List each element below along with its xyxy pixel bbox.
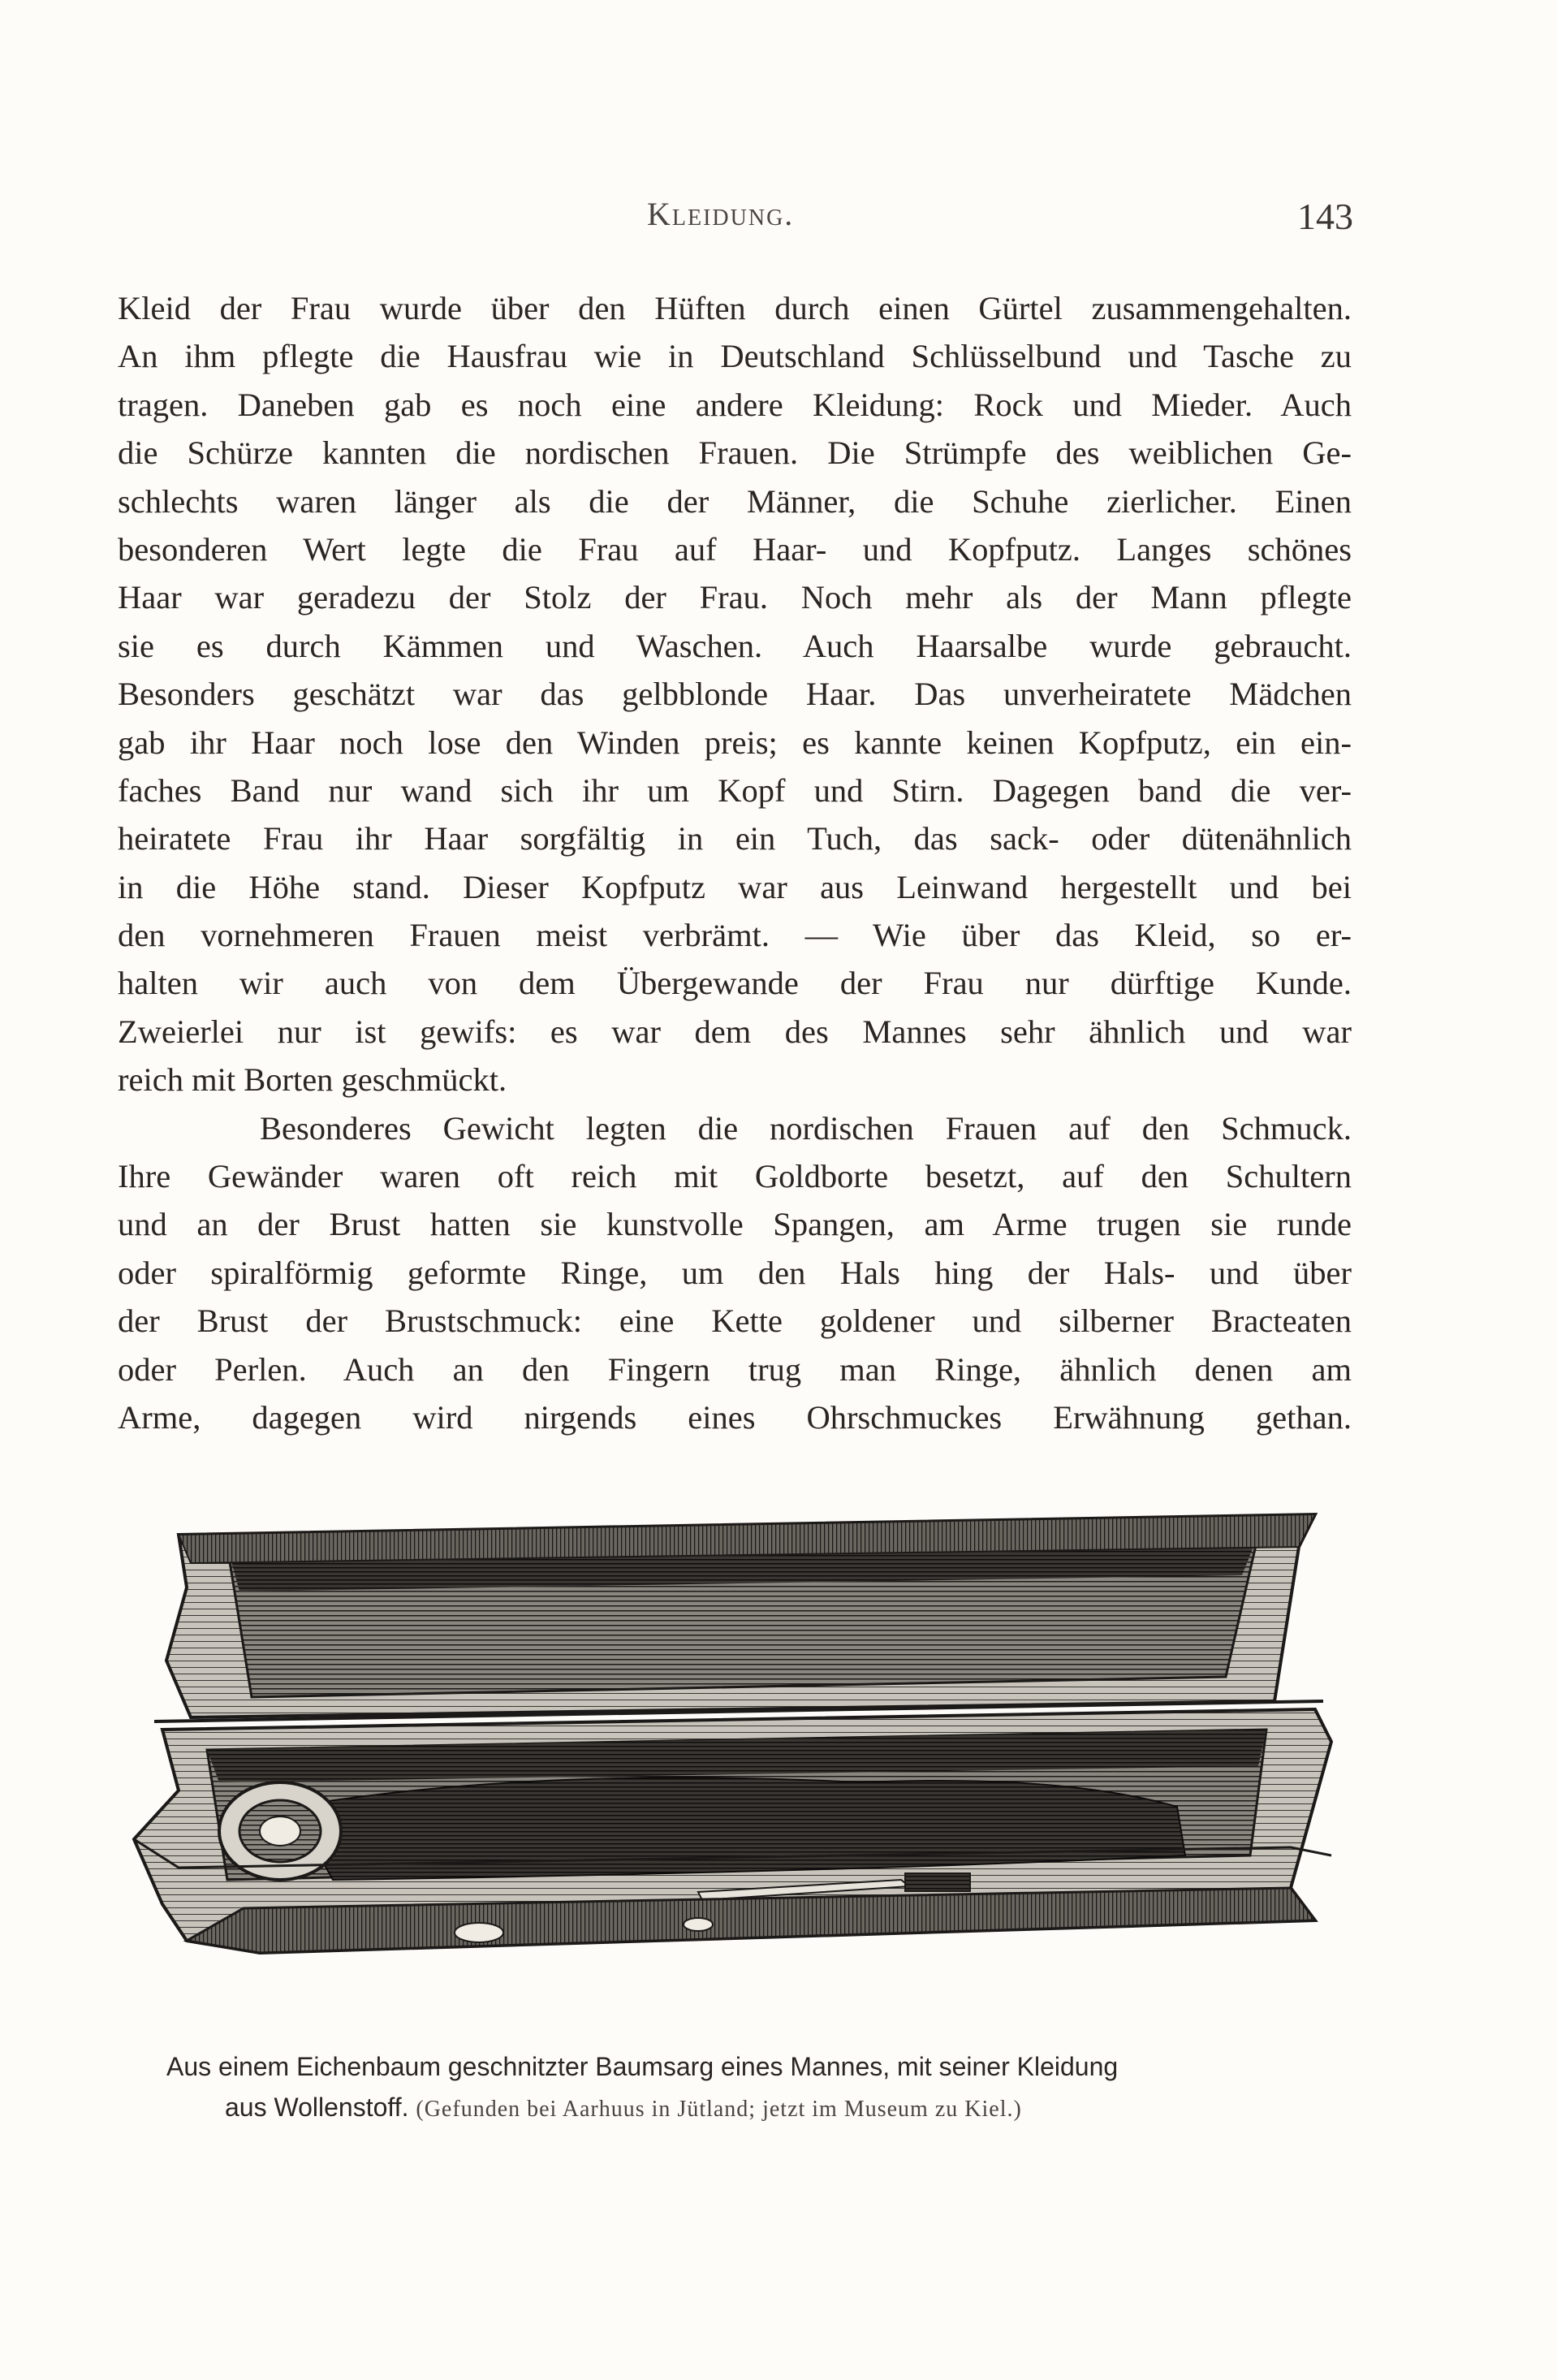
text-line: gab ihr Haar noch lose den Winden preis; es kannte keinen Kopfputz, ein ein- bbox=[118, 724, 1352, 761]
text-line: faches Band nur wand sich ihr um Kopf und Stirn. Dagegen band die ver- bbox=[118, 771, 1352, 809]
text-line: halten wir auch von dem Übergewande der Frau nur dürftige Kunde. bbox=[118, 965, 1352, 1002]
text-line: oder Perlen. Auch an den Fingern trug man Ringe, ähnlich denen am bbox=[118, 1350, 1352, 1388]
text-line: in die Höhe stand. Dieser Kopfputz war aus Leinwand hergestellt und bei bbox=[118, 868, 1352, 905]
coffin-engraving bbox=[130, 1498, 1348, 1969]
running-head: Kleidung. bbox=[647, 196, 795, 232]
text-line: tragen. Daneben gab es noch eine andere Kleidung: Rock und Mieder. Auch bbox=[118, 386, 1352, 423]
text-line: der Brust der Brustschmuck: eine Kette goldener und silberner Bracteaten bbox=[118, 1302, 1352, 1340]
figure-caption bbox=[166, 2046, 1319, 2130]
caption-line: Aus einem Eichenbaum geschnitzter Baumsarg eines Mannes, mit seiner Kleidung bbox=[166, 2052, 1119, 2081]
text-line: die Schürze kannten die nordischen Frauen. Die Strümpfe des weiblichen Ge- bbox=[118, 434, 1352, 472]
caption-note: (Gefunden bei Aarhuus in Jütland; jetzt im Museum zu Kiel.) bbox=[416, 2097, 1022, 2122]
text-line: besonderen Wert legte die Frau auf Haar- und Kopfputz. Langes schönes bbox=[118, 530, 1352, 568]
coffin-illustration bbox=[130, 1498, 1348, 1969]
body-text bbox=[118, 284, 1352, 1441]
text-line: Besonders geschätzt war das gelbblonde Haar. Das unverheiratete Mädchen bbox=[118, 676, 1352, 713]
text-line: Kleid der Frau wurde über den Hüften durch einen Gürtel zusammengehalten. bbox=[118, 290, 1352, 326]
text-line: Zweierlei nur ist gewifs: es war dem des Mannes sehr ähnlich und war bbox=[118, 1013, 1352, 1050]
text-line: reich mit Borten geschmückt. bbox=[118, 1061, 507, 1099]
text-line: Haar war geradezu der Stolz der Frau. Noch mehr als der Mann pflegte bbox=[118, 579, 1352, 616]
caption-main: aus Wollenstoff. bbox=[225, 2093, 409, 2122]
page-header bbox=[0, 195, 1557, 244]
page-number: 143 bbox=[1297, 196, 1353, 237]
text-line: Ihre Gewänder waren oft reich mit Goldborte besetzt, auf den Schultern bbox=[118, 1158, 1352, 1195]
text-line: oder spiralförmig geformte Ringe, um den Hals hing der Hals- und über bbox=[118, 1254, 1352, 1291]
caption-line bbox=[166, 2087, 1319, 2130]
text-line: und an der Brust hatten sie kunstvolle Spangen, am Arme trugen sie runde bbox=[118, 1206, 1352, 1243]
text-line: sie es durch Kämmen und Waschen. Auch Haarsalbe wurde gebraucht. bbox=[118, 627, 1352, 664]
text-line: Arme, dagegen wird nirgends eines Ohrschmuckes Erwähnung gethan. bbox=[118, 1398, 1352, 1436]
text-line: den vornehmeren Frauen meist verbrämt. — Wie über das Kleid, so er- bbox=[118, 917, 1352, 954]
text-line: schlechts waren länger als die der Männer, die Schuhe zierlicher. Einen bbox=[118, 482, 1352, 520]
text-line: heiratete Frau ihr Haar sorgfältig in ein Tuch, das sack- oder dütenähnlich bbox=[118, 820, 1352, 857]
text-line: An ihm pflegte die Hausfrau wie in Deutschland Schlüsselbund und Tasche zu bbox=[118, 338, 1352, 375]
text-line: Besonderes Gewicht legten die nordischen Frauen auf den Schmuck. bbox=[260, 1109, 1352, 1147]
